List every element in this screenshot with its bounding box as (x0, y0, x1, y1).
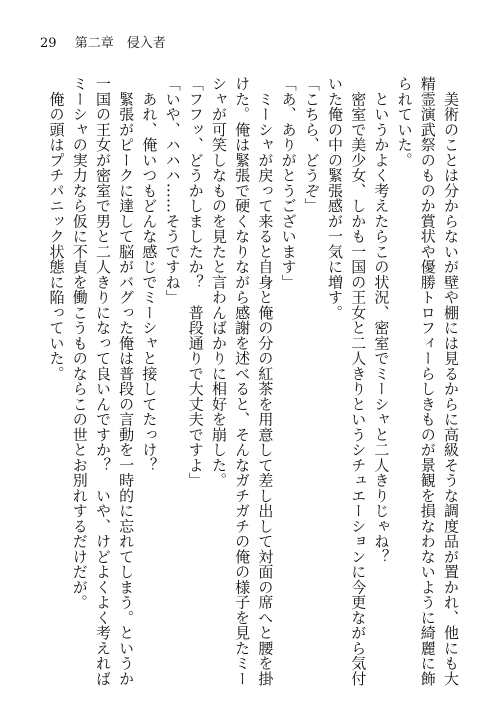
text-line: 俺の頭はプチパニック状態に陥っていた。 (47, 76, 66, 381)
text-line: 精霊演武祭のものか賞状や優勝トロフィーらしきものが景観を損なわないように綺麗に飾 (418, 76, 437, 686)
chapter-title: 第二章 侵入者 (74, 36, 166, 51)
text-line: 密室で美少女、しかも一国の王女と二人きりというシチュエーションに今更ながら気付 (349, 76, 368, 686)
text-line: 緊張がピークに達して脳がバグった俺は普段の言動を一時的に忘れてしまう。というか (117, 76, 136, 686)
text-line: いた俺の中の緊張感が一気に増す。 (325, 76, 344, 320)
text-line: 「あ、ありがとうございます」 (279, 76, 298, 290)
text-line: 一国の王女が密室で男と二人きりになって良いんですか？ いや、けどよくよく考えれば (93, 76, 112, 686)
vertical-body-text (44, 76, 462, 686)
text-line: ミーシャの実力なら仮に不貞を働こうものならこの世とお別れするだけだが。 (70, 76, 89, 610)
text-line: 「こちら、どうぞ」 (302, 76, 321, 214)
text-line: シャが可笑しなものを見たと言わんばかりに相好を崩した。 (209, 76, 228, 488)
text-line: けた。俺は緊張で硬くなりながら感謝を述べると、そんなガチガチの俺の様子を見たミー (233, 76, 252, 686)
text-line: というかよく考えたらこの状況、密室でミーシャと二人きりじゃね？ (372, 76, 391, 564)
text-line: あれ、俺いつもどんな感じでミーシャと接してたっけ？ (140, 76, 159, 473)
text-line: ミーシャが戻って来ると自身と俺の分の紅茶を用意して差し出して対面の席へと腰を掛 (256, 76, 275, 686)
text-line: 「フフッ、どうかしましたか？ 普段通りで大丈夫ですよ」 (186, 76, 205, 488)
text-line: 「いや、ハハハ……そうですね」 (163, 76, 182, 305)
text-line: られていた。 (395, 76, 414, 168)
text-line: 美術のことは分からないが壁や棚には見るからに高級そうな調度品が置かれ、他にも大 (442, 76, 460, 686)
running-header (40, 34, 166, 54)
page-number: 29 (40, 36, 57, 51)
